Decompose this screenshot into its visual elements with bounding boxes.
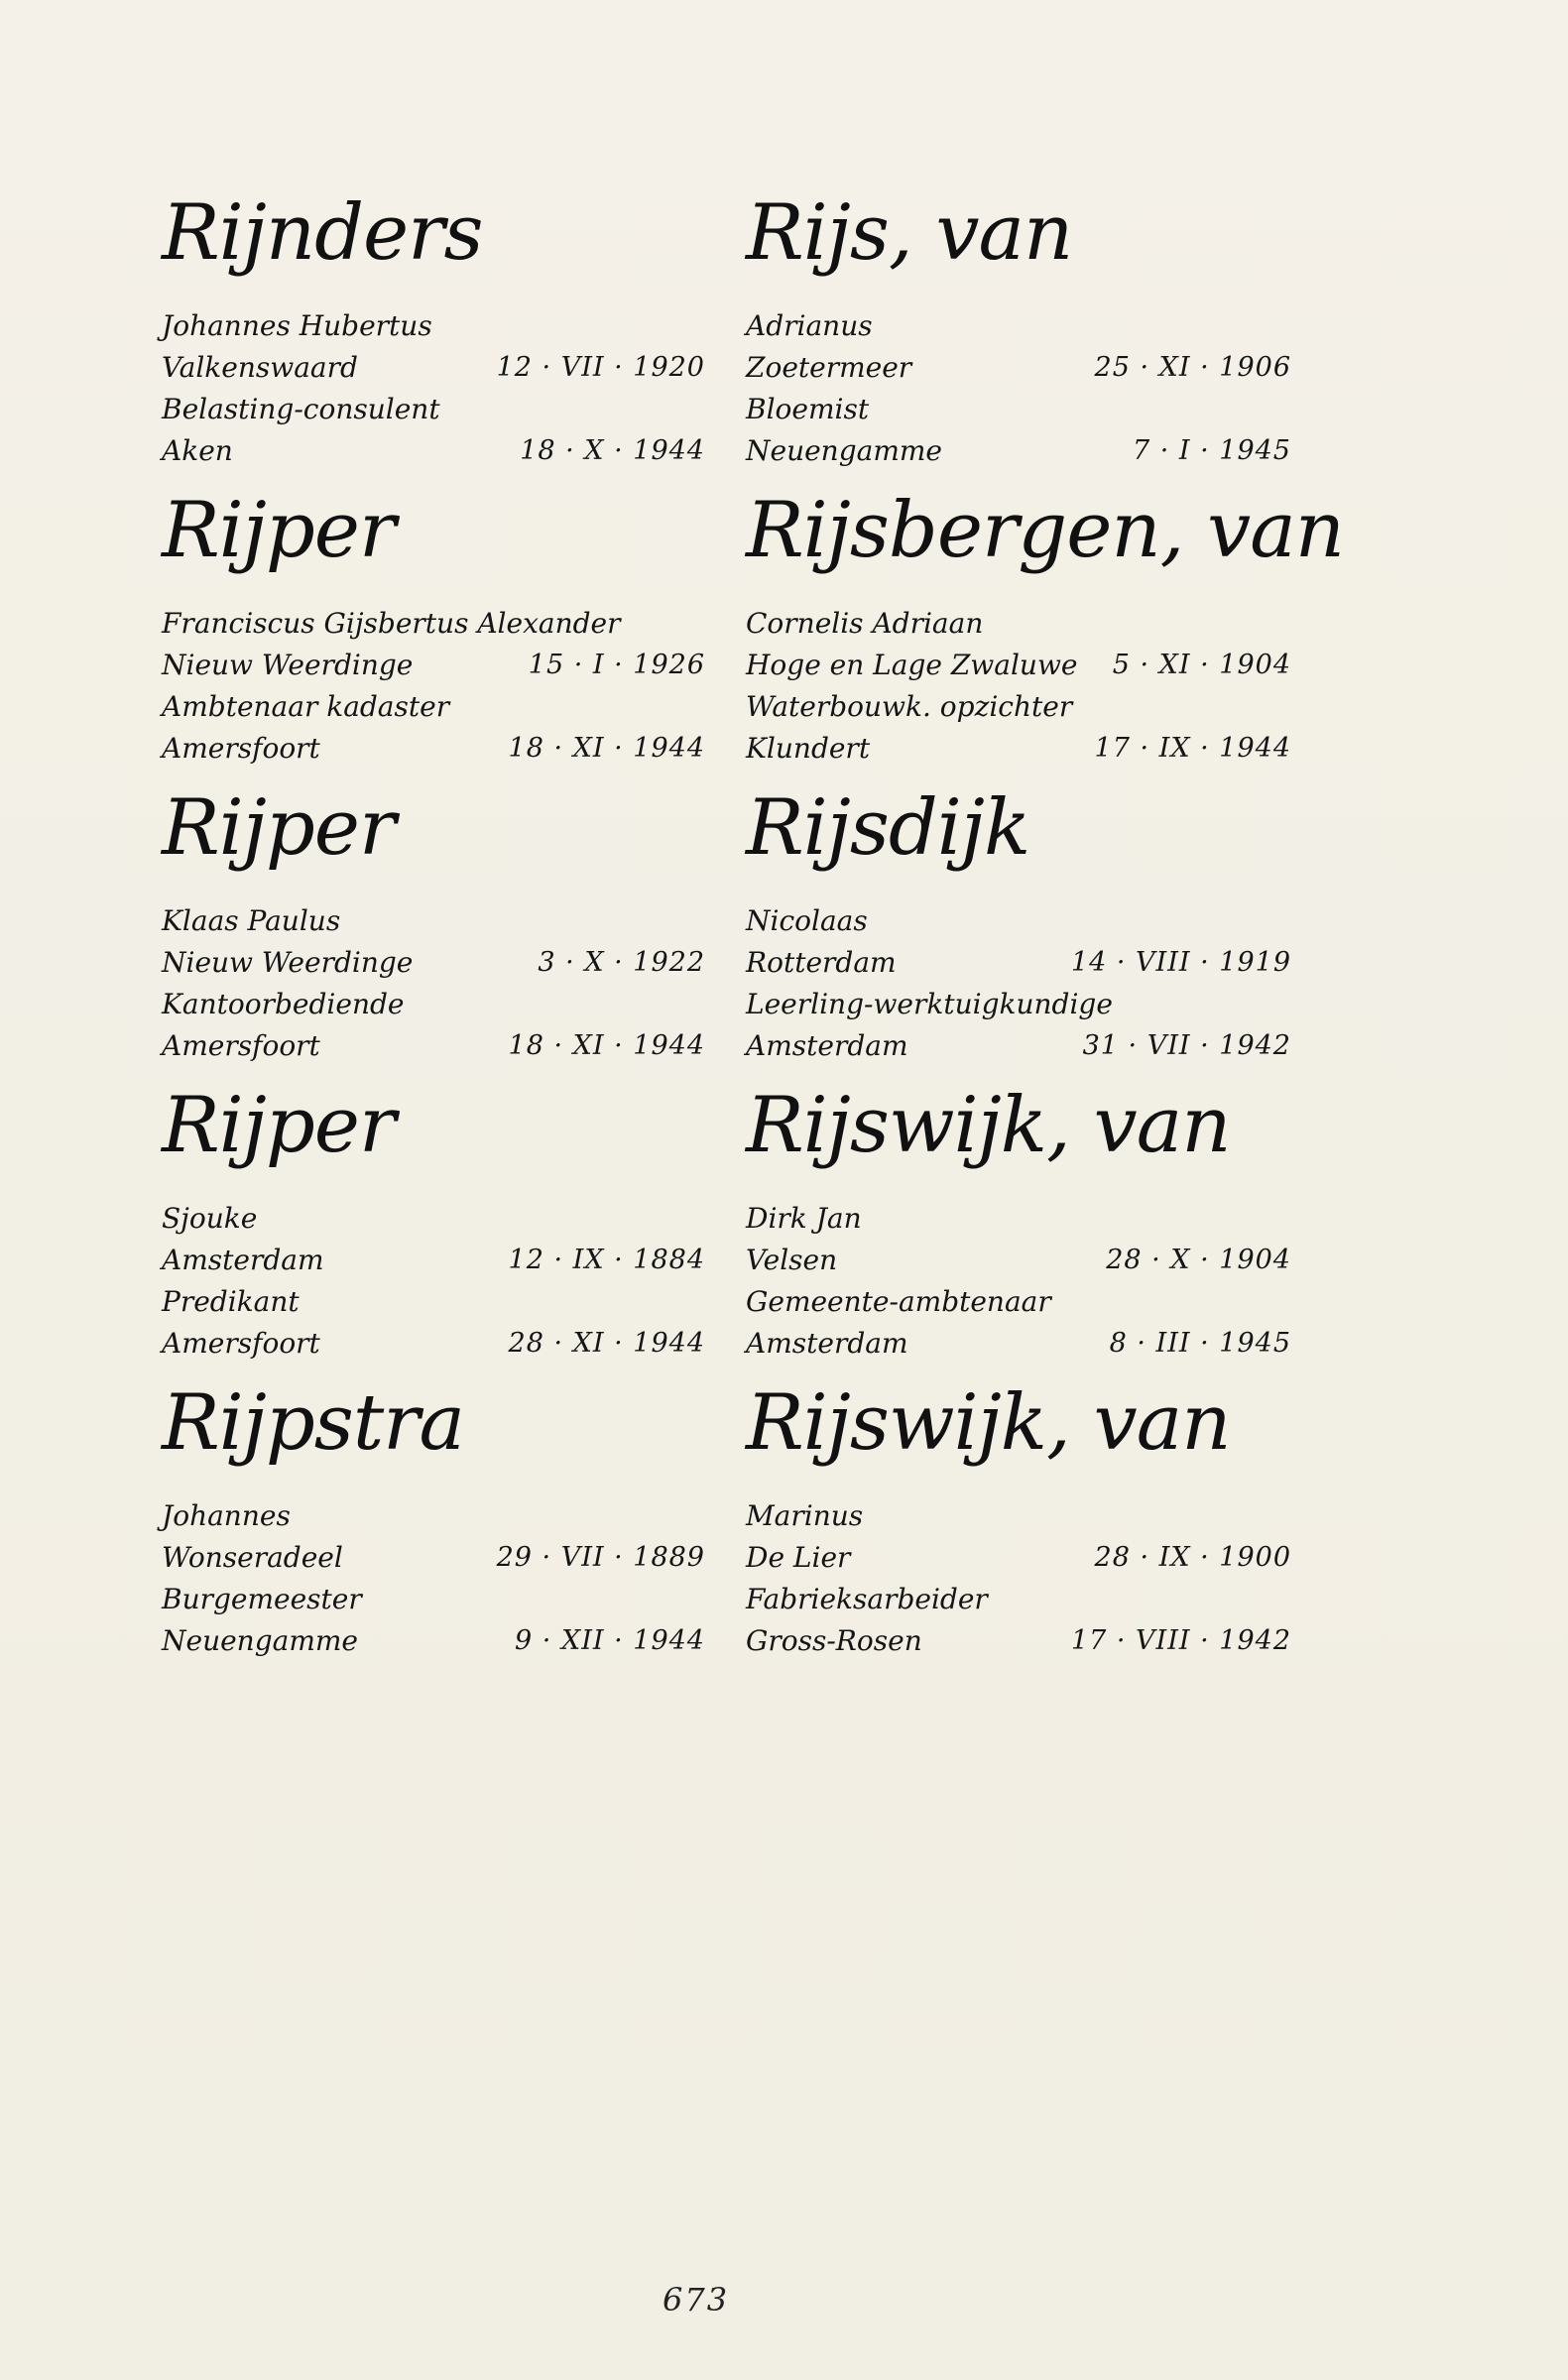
birth-date: 28 · IX · 1900 [1094, 1542, 1291, 1573]
death-place: Amsterdam [746, 1327, 908, 1360]
birth-date: 3 · X · 1922 [538, 947, 705, 978]
death-place: Amersfoort [162, 1029, 320, 1062]
entry-line [162, 686, 717, 728]
surname-heading: Rijper [162, 486, 396, 575]
given-names: Johannes [162, 1499, 291, 1532]
given-names: Dirk Jan [746, 1202, 862, 1235]
entry-line [746, 942, 1301, 984]
death-date: 17 · VIII · 1942 [1070, 1625, 1291, 1656]
entry-line [162, 347, 717, 389]
occupation: Leerling-werktuigkundige [746, 988, 1113, 1020]
death-place: Aken [162, 434, 233, 467]
birth-place: Wonseradeel [162, 1541, 343, 1574]
birth-place: Hoge en Lage Zwaluwe [746, 649, 1078, 681]
birth-place: Zoetermeer [746, 351, 912, 384]
entry-line [746, 389, 1301, 430]
given-names: Cornelis Adriaan [746, 607, 984, 640]
birth-date: 14 · VIII · 1919 [1070, 947, 1291, 978]
entry-line [746, 1025, 1301, 1067]
death-place: Klundert [746, 732, 871, 765]
entry-line [746, 1240, 1301, 1281]
entry-line [162, 1240, 717, 1281]
birth-place: De Lier [746, 1541, 851, 1574]
entry-line [746, 305, 1301, 347]
entry-line [746, 1579, 1301, 1620]
entry-line [746, 900, 1301, 942]
death-date: 17 · IX · 1944 [1094, 733, 1291, 764]
entry-line [162, 1281, 717, 1323]
death-place: Amsterdam [746, 1029, 908, 1062]
occupation: Fabrieksarbeider [746, 1583, 988, 1615]
entry-line [162, 389, 717, 430]
occupation: Waterbouwk. opzichter [746, 690, 1073, 723]
death-place: Neuengamme [162, 1624, 358, 1657]
given-names: Johannes Hubertus [162, 309, 432, 342]
entry [746, 1081, 1301, 1378]
entry-line [162, 942, 717, 984]
entry-line [746, 603, 1301, 645]
given-names: Marinus [746, 1499, 864, 1532]
given-names: Nicolaas [746, 904, 868, 937]
death-date: 28 · XI · 1944 [508, 1328, 705, 1359]
surname-heading: Rijper [162, 783, 396, 873]
entry-line [162, 1323, 717, 1365]
occupation: Burgemeester [162, 1583, 362, 1615]
entry [162, 1081, 717, 1378]
entry [162, 486, 717, 783]
birth-date: 15 · I · 1926 [528, 650, 705, 680]
death-place: Gross-Rosen [746, 1624, 922, 1657]
entry-line [162, 603, 717, 645]
birth-place: Nieuw Weerdinge [162, 946, 414, 979]
entry-line [162, 1198, 717, 1240]
entry-line [746, 645, 1301, 686]
occupation: Ambtenaar kadaster [162, 690, 450, 723]
death-date: 18 · X · 1944 [520, 435, 705, 466]
entry-line [746, 430, 1301, 472]
entry-line [162, 645, 717, 686]
death-date: 18 · XI · 1944 [508, 1030, 705, 1061]
surname-heading: Rijswijk, van [746, 1081, 1231, 1170]
birth-place: Velsen [746, 1244, 838, 1276]
entry-line [746, 1537, 1301, 1579]
entry [746, 486, 1344, 783]
occupation: Gemeente-ambtenaar [746, 1285, 1051, 1318]
death-date: 7 · I · 1945 [1132, 435, 1291, 466]
entry [162, 188, 717, 486]
surname-heading: Rijpstra [162, 1378, 464, 1468]
birth-place: Nieuw Weerdinge [162, 649, 414, 681]
surname-heading: Rijper [162, 1081, 396, 1170]
entry-line [162, 900, 717, 942]
entry [746, 1378, 1301, 1676]
entry-line [746, 1620, 1301, 1662]
death-place: Amersfoort [162, 1327, 320, 1360]
death-date: 18 · XI · 1944 [508, 733, 705, 764]
death-date: 8 · III · 1945 [1109, 1328, 1291, 1359]
death-place: Amersfoort [162, 732, 320, 765]
given-names: Adrianus [746, 309, 873, 342]
entry-line [162, 984, 717, 1025]
entry-line [162, 1495, 717, 1537]
entry-line [162, 1620, 717, 1662]
birth-date: 25 · XI · 1906 [1094, 352, 1291, 383]
surname-heading: Rijswijk, van [746, 1378, 1231, 1468]
occupation: Bloemist [746, 393, 870, 425]
occupation: Predikant [162, 1285, 300, 1318]
death-date: 9 · XII · 1944 [515, 1625, 705, 1656]
birth-date: 12 · IX · 1884 [508, 1245, 705, 1275]
entry-line [746, 686, 1301, 728]
surname-heading: Rijnders [162, 188, 483, 278]
entry-line [162, 430, 717, 472]
given-names: Franciscus Gijsbertus Alexander [162, 607, 621, 640]
given-names: Sjouke [162, 1202, 258, 1235]
given-names: Klaas Paulus [162, 904, 341, 937]
entry [162, 783, 717, 1081]
left-column [162, 188, 717, 1676]
death-date: 31 · VII · 1942 [1082, 1030, 1291, 1061]
birth-date: 28 · X · 1904 [1106, 1245, 1291, 1275]
birth-date: 29 · VII · 1889 [496, 1542, 705, 1573]
entry-line [746, 1281, 1301, 1323]
entry-line [746, 1323, 1301, 1365]
entry [746, 783, 1301, 1081]
right-column [746, 188, 1344, 1676]
surname-heading: Rijs, van [746, 188, 1073, 278]
surname-heading: Rijsdijk [746, 783, 1030, 873]
entry-line [162, 1537, 717, 1579]
entry [162, 1378, 717, 1676]
entry-line [746, 1495, 1301, 1537]
entry-line [162, 1025, 717, 1067]
entry-line [746, 984, 1301, 1025]
entry-line [162, 728, 717, 770]
entry-line [162, 1579, 717, 1620]
occupation: Kantoorbediende [162, 988, 405, 1020]
entry-line [746, 347, 1301, 389]
surname-heading: Rijsbergen, van [746, 486, 1344, 575]
entry [746, 188, 1301, 486]
entry-line [746, 728, 1301, 770]
entry-line [746, 1198, 1301, 1240]
birth-date: 12 · VII · 1920 [496, 352, 705, 383]
occupation: Belasting-consulent [162, 393, 440, 425]
death-place: Neuengamme [746, 434, 942, 467]
birth-date: 5 · XI · 1904 [1112, 650, 1291, 680]
page-number: 673 [663, 2281, 730, 2319]
birth-place: Valkenswaard [162, 351, 358, 384]
birth-place: Amsterdam [162, 1244, 324, 1276]
entry-line [162, 305, 717, 347]
birth-place: Rotterdam [746, 946, 897, 979]
